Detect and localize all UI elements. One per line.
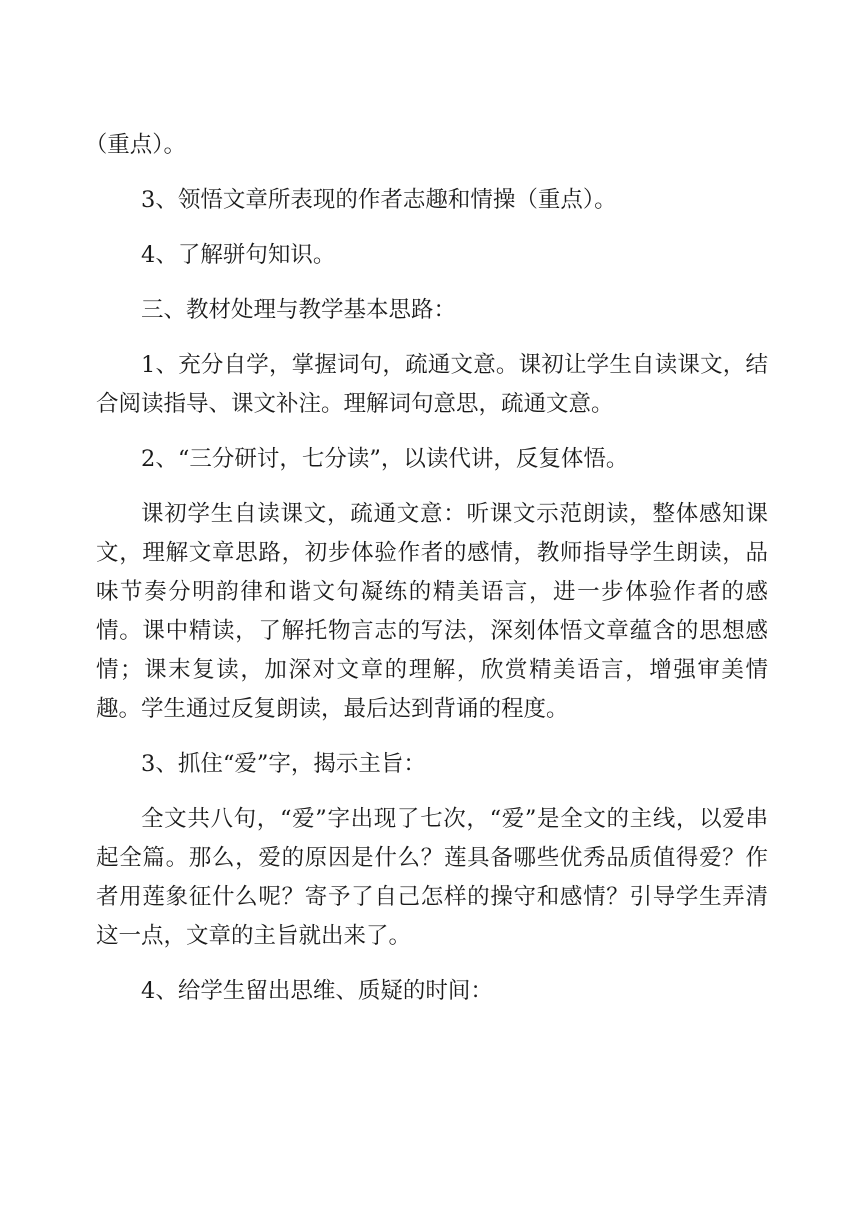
paragraph-objective-4: 4、了解骈句知识。 (141, 242, 336, 268)
paragraph-approach-4: 4、给学生留出思维、质疑的时间： (141, 978, 493, 1004)
document-body (84, 126, 768, 1027)
paragraph-approach-3: 3、抓住“爱”字，揭示主旨： (141, 751, 426, 777)
paragraph-approach-2: 2、“三分研讨，七分读”，以读代讲，反复体悟。 (141, 446, 629, 472)
paragraph-approach-1: 1、充分自学，掌握词句，疏通文意。课初让学生自读课文，结合阅读指导、课文补注。理解词句意思，疏通文意。 (96, 352, 768, 417)
paragraph-reading-detail: 课初学生自读课文，疏通文意：听课文示范朗读，整体感知课文，理解文章思路，初步体验作者的感情，教师指导学生朗读，品味节奏分明韵律和谐文句凝练的精美语言，进一步体验作者的感情。课中精读，了解托物言志的写法，深刻体悟文章蕴含的思想感情；课末复读，加深对文章的理解，欣赏精美语言，增强审美情趣。学生通过反复朗读，最后达到背诵的程度。 (96, 501, 768, 722)
section-heading: 三、教材处理与教学基本思路： (141, 297, 457, 323)
paragraph-objective-3: 3、领悟文章所表现的作者志趣和情操（重点）。 (141, 187, 617, 213)
paragraph-continuation: （重点）。 (84, 132, 187, 158)
paragraph-theme-detail: 全文共八句，“爱”字出现了七次，“爱”是全文的主线，以爱串起全篇。那么，爱的原因是什么？莲具备哪些优秀品质值得爱？作者用莲象征什么呢？寄予了自己怎样的操守和感情？引导学生弄清这一点，文章的主旨就出来了。 (96, 806, 768, 949)
